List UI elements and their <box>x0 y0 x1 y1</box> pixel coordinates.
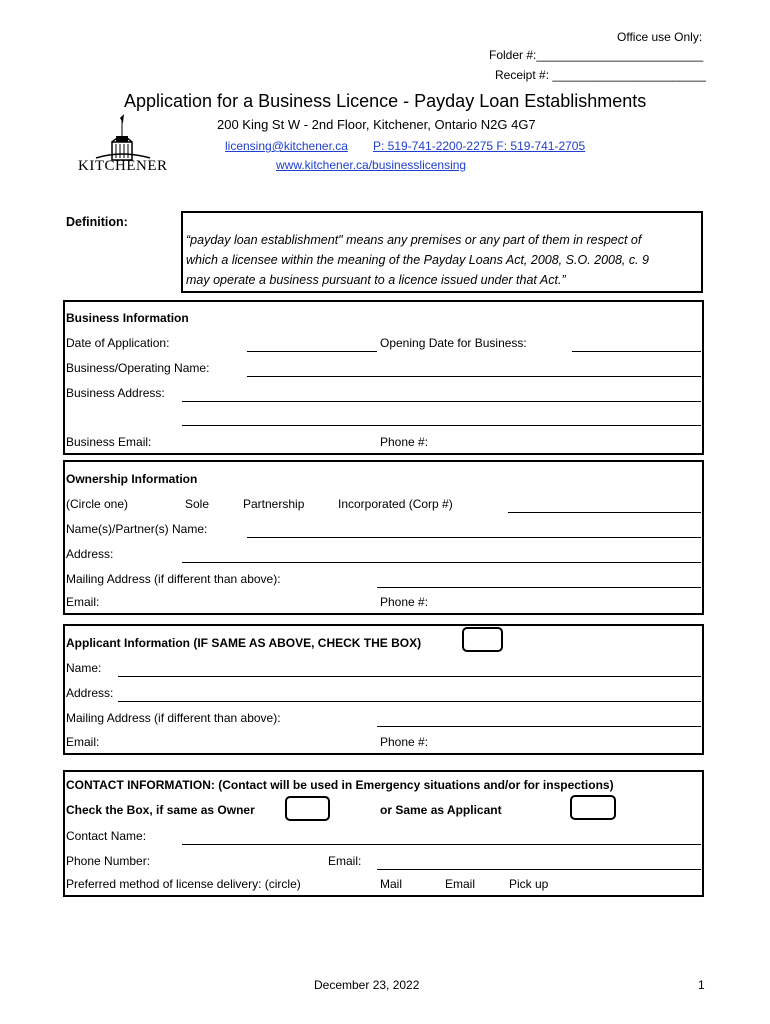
same-as-applicant-label: or Same as Applicant <box>380 803 502 817</box>
business-information-heading: Business Information <box>66 311 189 325</box>
date-of-application-field[interactable] <box>247 351 377 352</box>
applicant-email-label: Email: <box>66 735 100 749</box>
phone-fax-text: P: 519-741-2200-2275 F: 519-741-2705 <box>373 139 586 153</box>
contact-email-label: Email: <box>328 854 362 868</box>
circle-one-label: (Circle one) <box>66 497 129 511</box>
business-name-field[interactable] <box>247 376 701 377</box>
partner-names-label: Name(s)/Partner(s) Name: <box>66 522 208 536</box>
definition-line-1: “payday loan establishment" means any premises or any part of them in respect of <box>186 233 642 247</box>
same-as-above-checkbox[interactable] <box>462 627 503 652</box>
partner-names-field[interactable] <box>247 537 701 538</box>
applicant-information-heading: Applicant Information (IF SAME AS ABOVE, CHECK THE BOX) <box>66 636 422 650</box>
same-as-owner-label: Check the Box, if same as Owner <box>66 803 255 817</box>
corp-number-field[interactable] <box>508 512 701 513</box>
email-link[interactable]: licensing@kitchener.ca <box>225 139 348 153</box>
applicant-mailing-address-field[interactable] <box>377 726 701 727</box>
business-address-field-1[interactable] <box>182 401 701 402</box>
business-email-label: Business Email: <box>66 435 152 449</box>
receipt-number-field[interactable]: Receipt #: _______________________ <box>495 68 706 82</box>
opening-date-label: Opening Date for Business: <box>380 336 527 350</box>
applicant-address-label: Address: <box>66 686 114 700</box>
delivery-option-mail[interactable]: Mail <box>380 877 403 891</box>
delivery-option-email[interactable]: Email <box>445 877 476 891</box>
business-phone-label: Phone #: <box>380 435 429 449</box>
applicant-address-field[interactable] <box>118 701 701 702</box>
contact-email-field[interactable] <box>377 869 701 870</box>
website-link[interactable]: www.kitchener.ca/businesslicensing <box>276 158 467 172</box>
same-as-applicant-checkbox[interactable] <box>570 795 616 820</box>
business-name-label: Business/Operating Name: <box>66 361 210 375</box>
contact-phone-label: Phone Number: <box>66 854 151 868</box>
definition-line-3: may operate a business pursuant to a licence issued under that Act.” <box>186 273 566 287</box>
owner-address-field[interactable] <box>182 562 701 563</box>
kitchener-logo <box>76 114 166 178</box>
owner-mailing-address-label: Mailing Address (if different than above): <box>66 572 281 586</box>
applicant-name-label: Name: <box>66 661 102 675</box>
option-incorporated[interactable]: Incorporated (Corp #) <box>338 497 453 511</box>
page-title: Application for a Business Licence - Payday Loan Establishments <box>124 91 647 111</box>
business-address-field-2[interactable] <box>182 425 701 426</box>
owner-phone-label: Phone #: <box>380 595 429 609</box>
office-address: 200 King St W - 2nd Floor, Kitchener, Ontario N2G 4G7 <box>217 117 536 132</box>
delivery-method-label: Preferred method of license delivery: (circle) <box>66 877 301 891</box>
owner-mailing-address-field[interactable] <box>377 587 701 588</box>
delivery-option-pickup[interactable]: Pick up <box>509 877 549 891</box>
footer-date: December 23, 2022 <box>314 978 420 992</box>
applicant-mailing-address-label: Mailing Address (if different than above): <box>66 711 281 725</box>
office-use-title: Office use Only: <box>617 30 703 44</box>
same-as-owner-checkbox[interactable] <box>285 796 330 821</box>
owner-email-label: Email: <box>66 595 100 609</box>
definition-label: Definition: <box>66 215 128 229</box>
owner-address-label: Address: <box>66 547 114 561</box>
option-partnership[interactable]: Partnership <box>243 497 305 511</box>
applicant-name-field[interactable] <box>118 676 701 677</box>
date-of-application-label: Date of Application: <box>66 336 170 350</box>
ownership-information-heading: Ownership Information <box>66 472 198 486</box>
contact-information-heading: CONTACT INFORMATION: (Contact will be used in Emergency situations and/or for inspections) <box>66 778 614 792</box>
definition-line-2: which a licensee within the meaning of the Payday Loans Act, 2008, S.O. 2008, c. 9 <box>186 253 650 267</box>
page-number: 1 <box>698 978 705 992</box>
contact-name-field[interactable] <box>182 844 701 845</box>
applicant-phone-label: Phone #: <box>380 735 429 749</box>
contact-name-label: Contact Name: <box>66 829 147 843</box>
business-address-label: Business Address: <box>66 386 165 400</box>
folder-number-field[interactable]: Folder #:_________________________ <box>489 48 704 62</box>
option-sole[interactable]: Sole <box>185 497 210 511</box>
logo-wordmark: KITCHENER <box>78 158 168 174</box>
opening-date-field[interactable] <box>572 351 701 352</box>
